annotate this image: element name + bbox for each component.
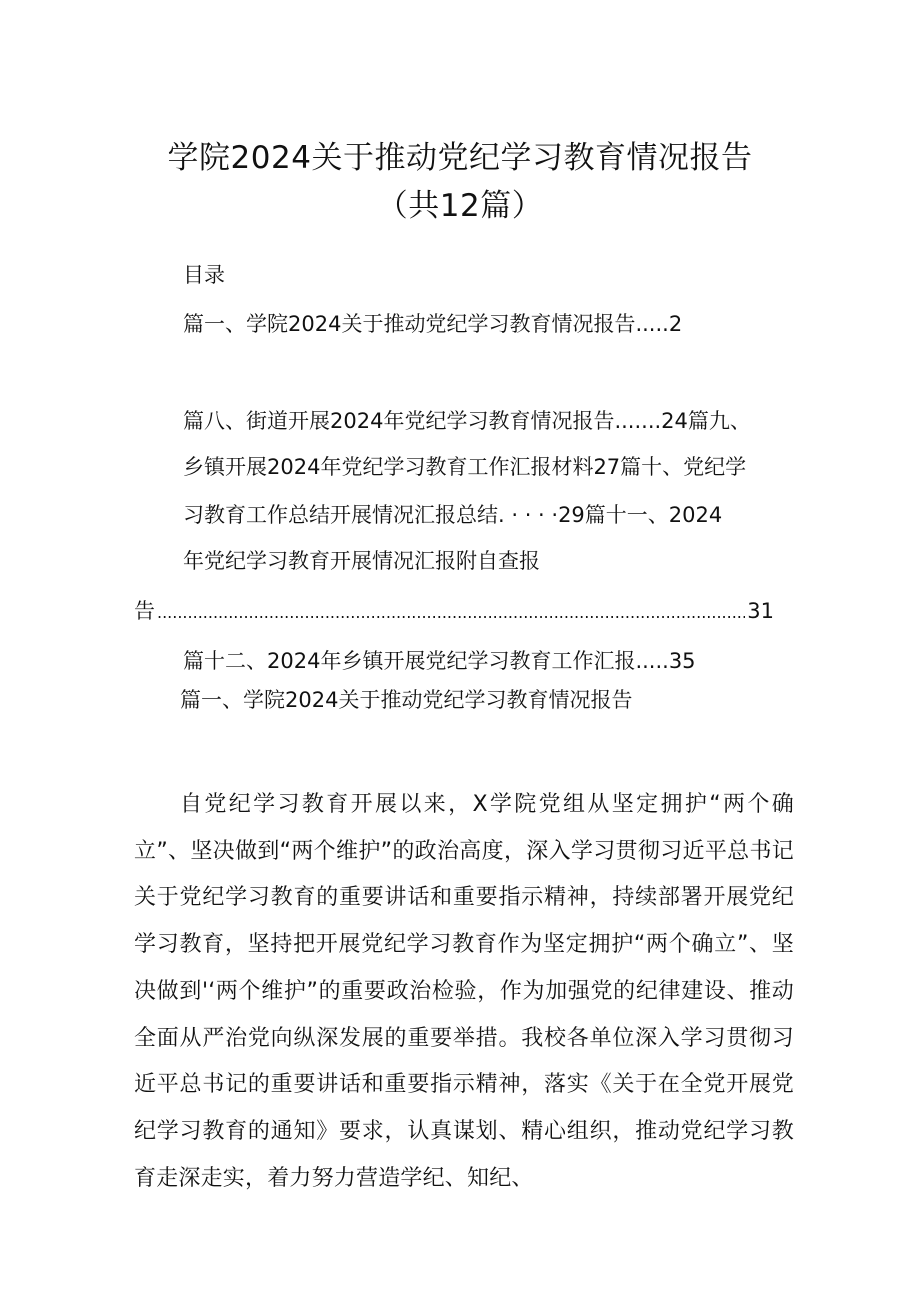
toc-dot-leader	[157, 598, 745, 628]
document-title: 学院2024关于推动党纪学习教育情况报告	[167, 140, 753, 176]
toc-heading: 目录	[183, 263, 225, 287]
document-subtitle: （共12篇）	[376, 188, 544, 224]
toc-entry-continued	[134, 596, 774, 628]
toc-entry: 习教育工作总结开展情况汇报总结. · · · ·29篇十一、2024	[183, 503, 723, 527]
body-paragraph: 自党纪学习教育开展以来，X学院党组从坚定拥护“两个确立”、坚决做到“两个维护”的政治高度，深入学习贯彻习近平总书记关于党纪学习教育的重要讲话和重要指示精神，持续部署开展党纪学习教育，坚持把开展党纪学习教育作为坚定拥护“两个确立”、坚决做到'‘两个维护”的重要政治检验，作为加强党的纪律建设、推动全面从严治党向纵深发展的重要举措。我校各单位深入学习贯彻习近平总书记的重要讲话和重要指示精神，落实《关于在全党开展党纪学习教育的通知》要求，认真谋划、精心组织，推动党纪学习教育走深走实，着力努力营造学纪、知纪、	[134, 792, 794, 1191]
toc-page-number: 31	[747, 599, 774, 623]
toc-entry: 篇八、街道开展2024年党纪学习教育情况报告.......24篇九、	[183, 409, 751, 433]
toc-entry: 篇十二、2024年乡镇开展党纪学习教育工作汇报.....35	[183, 649, 696, 673]
toc-entry-text: 告	[134, 599, 155, 623]
toc-entry: 篇一、学院2024关于推动党纪学习教育情况报告.....2	[183, 312, 683, 336]
toc-entry: 乡镇开展2024年党纪学习教育工作汇报材料27篇十、党纪学	[183, 455, 747, 479]
section-heading: 篇一、学院2024关于推动党纪学习教育情况报告	[180, 688, 633, 712]
toc-entry: 年党纪学习教育开展情况汇报附自查报	[183, 549, 540, 573]
